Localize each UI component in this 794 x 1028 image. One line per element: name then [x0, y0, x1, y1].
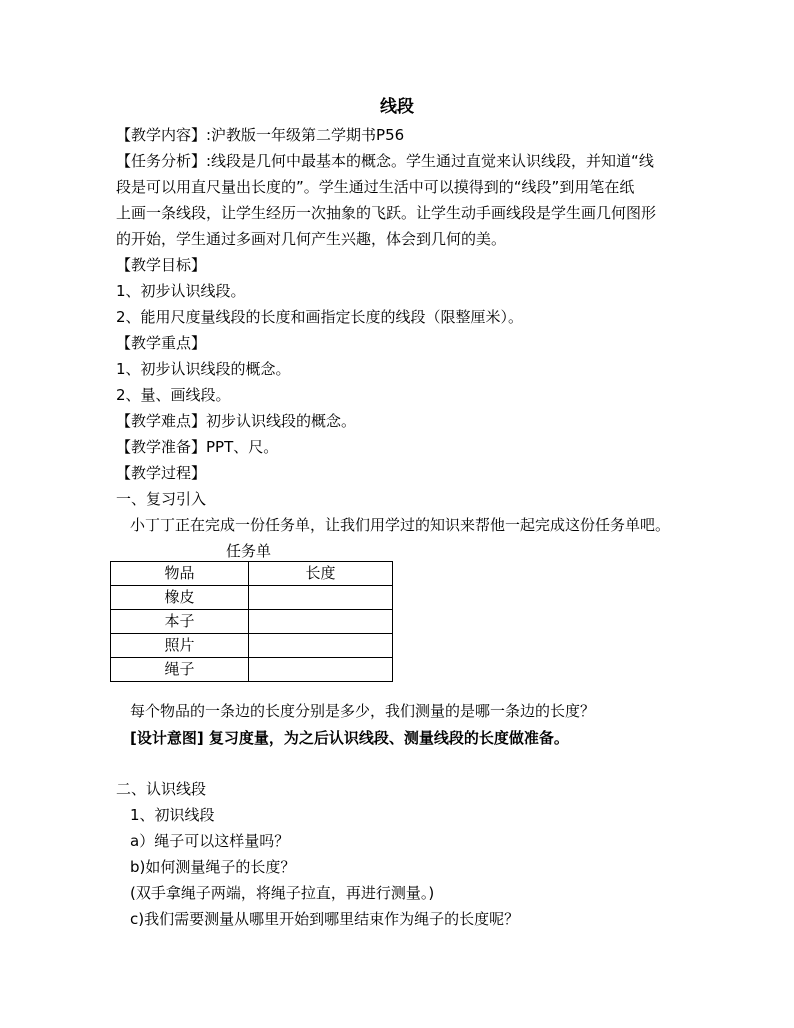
task-analysis-line: 上画一条线段，让学生经历一次抽象的飞跃。让学生动手画线段是学生画几何图形 [116, 204, 657, 222]
table-cell-length [249, 634, 393, 658]
task-analysis-line: 的开始，学生通过多画对几何产生兴趣，体会到几何的美。 [116, 230, 507, 248]
section2-item: (双手拿绳子两端，将绳子拉直，再进行测量。) [130, 884, 435, 902]
preparation-line: 【教学准备】PPT、尺。 [116, 438, 279, 456]
key-point-item: 2、量、画线段。 [116, 386, 231, 404]
table-cell-item: 绳子 [111, 658, 249, 682]
key-point-item: 1、初步认识线段的概念。 [116, 360, 291, 378]
table-header-row [111, 562, 393, 586]
design-intent: [设计意图] 复习度量，为之后认识线段、测量线段的长度做准备。 [130, 729, 569, 747]
goal-item: 1、初步认识线段。 [116, 282, 246, 300]
table-header-cell: 物品 [111, 562, 249, 586]
section2-item: a）绳子可以这样量吗？ [130, 832, 290, 850]
question-line: 每个物品的一条边的长度分别是多少，我们测量的是哪一条边的长度？ [130, 702, 596, 720]
task-table [110, 561, 393, 682]
task-analysis-line: 【任务分析】:线段是几何中最基本的概念。学生通过直觉来认识线段，并知道“线 [116, 152, 654, 170]
table-row [111, 658, 393, 682]
section2-item: c)我们需要测量从哪里开始到哪里结束作为绳子的长度呢？ [130, 910, 520, 928]
section2-item: b)如何测量绳子的长度？ [130, 858, 296, 876]
table-row [111, 586, 393, 610]
table-cell-item: 照片 [111, 634, 249, 658]
table-header-cell: 长度 [249, 562, 393, 586]
key-points-heading: 【教学重点】 [116, 334, 207, 352]
task-table-caption: 任务单 [226, 542, 272, 560]
section1-heading: 一、复习引入 [116, 490, 207, 508]
table-cell-item: 本子 [111, 610, 249, 634]
table-cell-length [249, 586, 393, 610]
section1-intro: 小丁丁正在完成一份任务单，让我们用学过的知识来帮他一起完成这份任务单吧。 [130, 516, 671, 534]
difficulty-line: 【教学难点】初步认识线段的概念。 [116, 412, 357, 430]
table-row [111, 610, 393, 634]
process-heading: 【教学过程】 [116, 464, 207, 482]
teaching-content-line: 【教学内容】:沪教版一年级第二学期书P56 [116, 126, 405, 144]
section2-subheading: 1、初识线段 [130, 806, 215, 824]
goal-item: 2、能用尺度量线段的长度和画指定长度的线段（限整厘米）。 [116, 308, 524, 326]
section2-heading: 二、认识线段 [116, 780, 207, 798]
table-cell-length [249, 610, 393, 634]
table-cell-length [249, 658, 393, 682]
goals-heading: 【教学目标】 [116, 256, 207, 274]
task-analysis-line: 段是可以用直尺量出长度的”。学生通过生活中可以摸得到的“线段”到用笔在纸 [116, 178, 635, 196]
document-title: 线段 [380, 97, 414, 117]
table-row [111, 634, 393, 658]
table-cell-item: 橡皮 [111, 586, 249, 610]
